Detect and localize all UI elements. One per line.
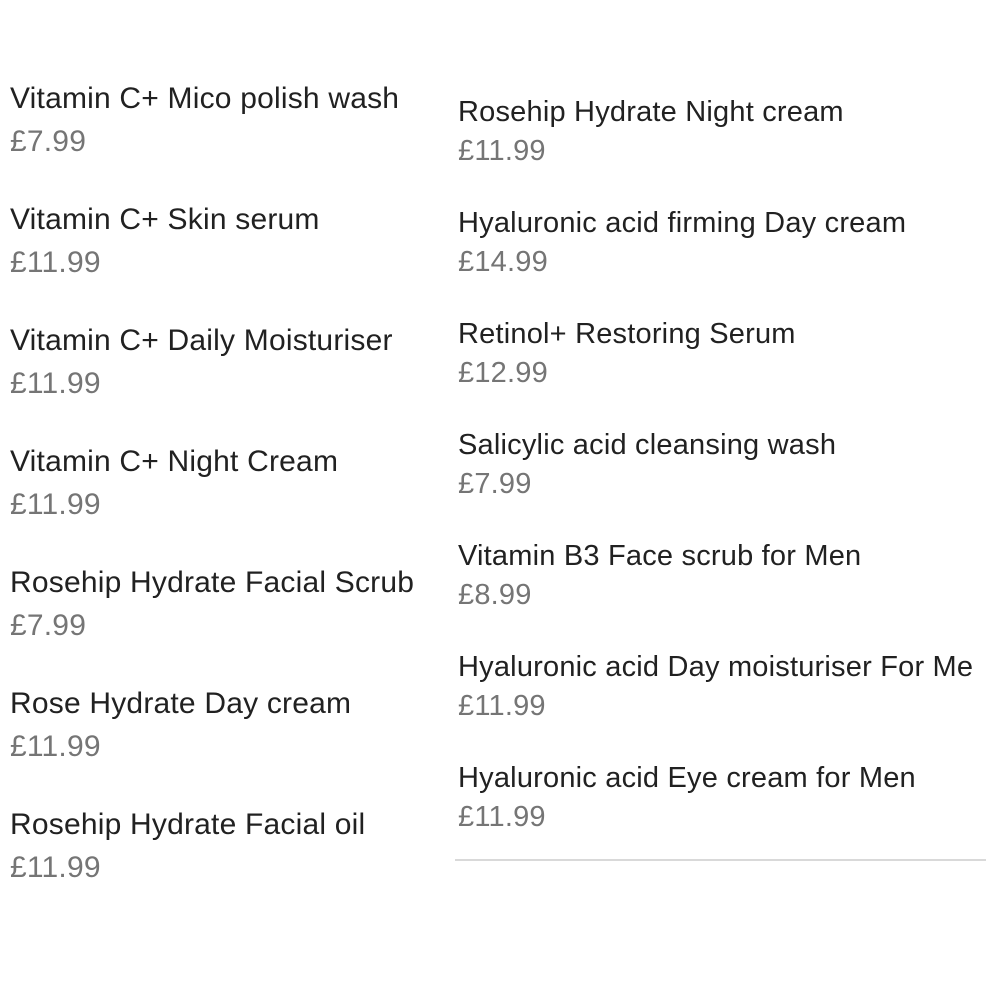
product-title[interactable]: Rosehip Hydrate Night cream (458, 96, 844, 128)
product-item[interactable] (458, 427, 1000, 538)
product-title[interactable]: Vitamin C+ Mico polish wash (10, 82, 400, 115)
product-item[interactable] (10, 806, 458, 927)
product-price: £7.99 (458, 468, 532, 500)
product-title[interactable]: Rose Hydrate Day cream (10, 687, 352, 720)
product-price: £7.99 (10, 609, 87, 642)
product-price: £11.99 (458, 135, 546, 167)
product-title[interactable]: Vitamin C+ Skin serum (10, 203, 320, 236)
product-item[interactable] (10, 564, 458, 685)
product-column-left (10, 80, 458, 927)
product-price: £11.99 (458, 801, 546, 833)
product-item[interactable] (458, 316, 1000, 427)
product-title[interactable]: Salicylic acid cleansing wash (458, 429, 837, 461)
product-item[interactable] (10, 443, 458, 564)
product-title[interactable]: Vitamin C+ Daily Moisturiser (10, 324, 393, 357)
product-price: £12.99 (458, 357, 548, 389)
product-item[interactable] (458, 94, 1000, 205)
section-divider (455, 859, 986, 861)
product-title[interactable]: Rosehip Hydrate Facial Scrub (10, 566, 415, 599)
product-title[interactable]: Rosehip Hydrate Facial oil (10, 808, 366, 841)
product-price: £11.99 (10, 851, 101, 884)
product-title[interactable]: Vitamin B3 Face scrub for Men (458, 540, 862, 572)
product-column-right (458, 94, 1000, 871)
product-title[interactable]: Vitamin C+ Night Cream (10, 445, 339, 478)
product-item[interactable] (458, 205, 1000, 316)
product-price: £11.99 (10, 730, 101, 763)
product-title[interactable]: Hyaluronic acid firming Day cream (458, 207, 907, 239)
product-title[interactable]: Hyaluronic acid Day moisturiser For Me (458, 651, 974, 683)
product-item[interactable] (10, 322, 458, 443)
product-item[interactable] (458, 649, 1000, 760)
product-price: £7.99 (10, 125, 87, 158)
product-title[interactable]: Hyaluronic acid Eye cream for Men (458, 762, 916, 794)
product-item[interactable] (10, 80, 458, 201)
product-price: £11.99 (10, 246, 101, 279)
product-item[interactable] (458, 760, 1000, 871)
product-price: £11.99 (10, 488, 101, 521)
product-title[interactable]: Retinol+ Restoring Serum (458, 318, 796, 350)
product-item[interactable] (10, 201, 458, 322)
product-price: £11.99 (10, 367, 101, 400)
product-item[interactable] (10, 685, 458, 806)
product-price: £14.99 (458, 246, 548, 278)
product-item[interactable] (458, 538, 1000, 649)
product-price: £8.99 (458, 579, 532, 611)
product-price: £11.99 (458, 690, 546, 722)
